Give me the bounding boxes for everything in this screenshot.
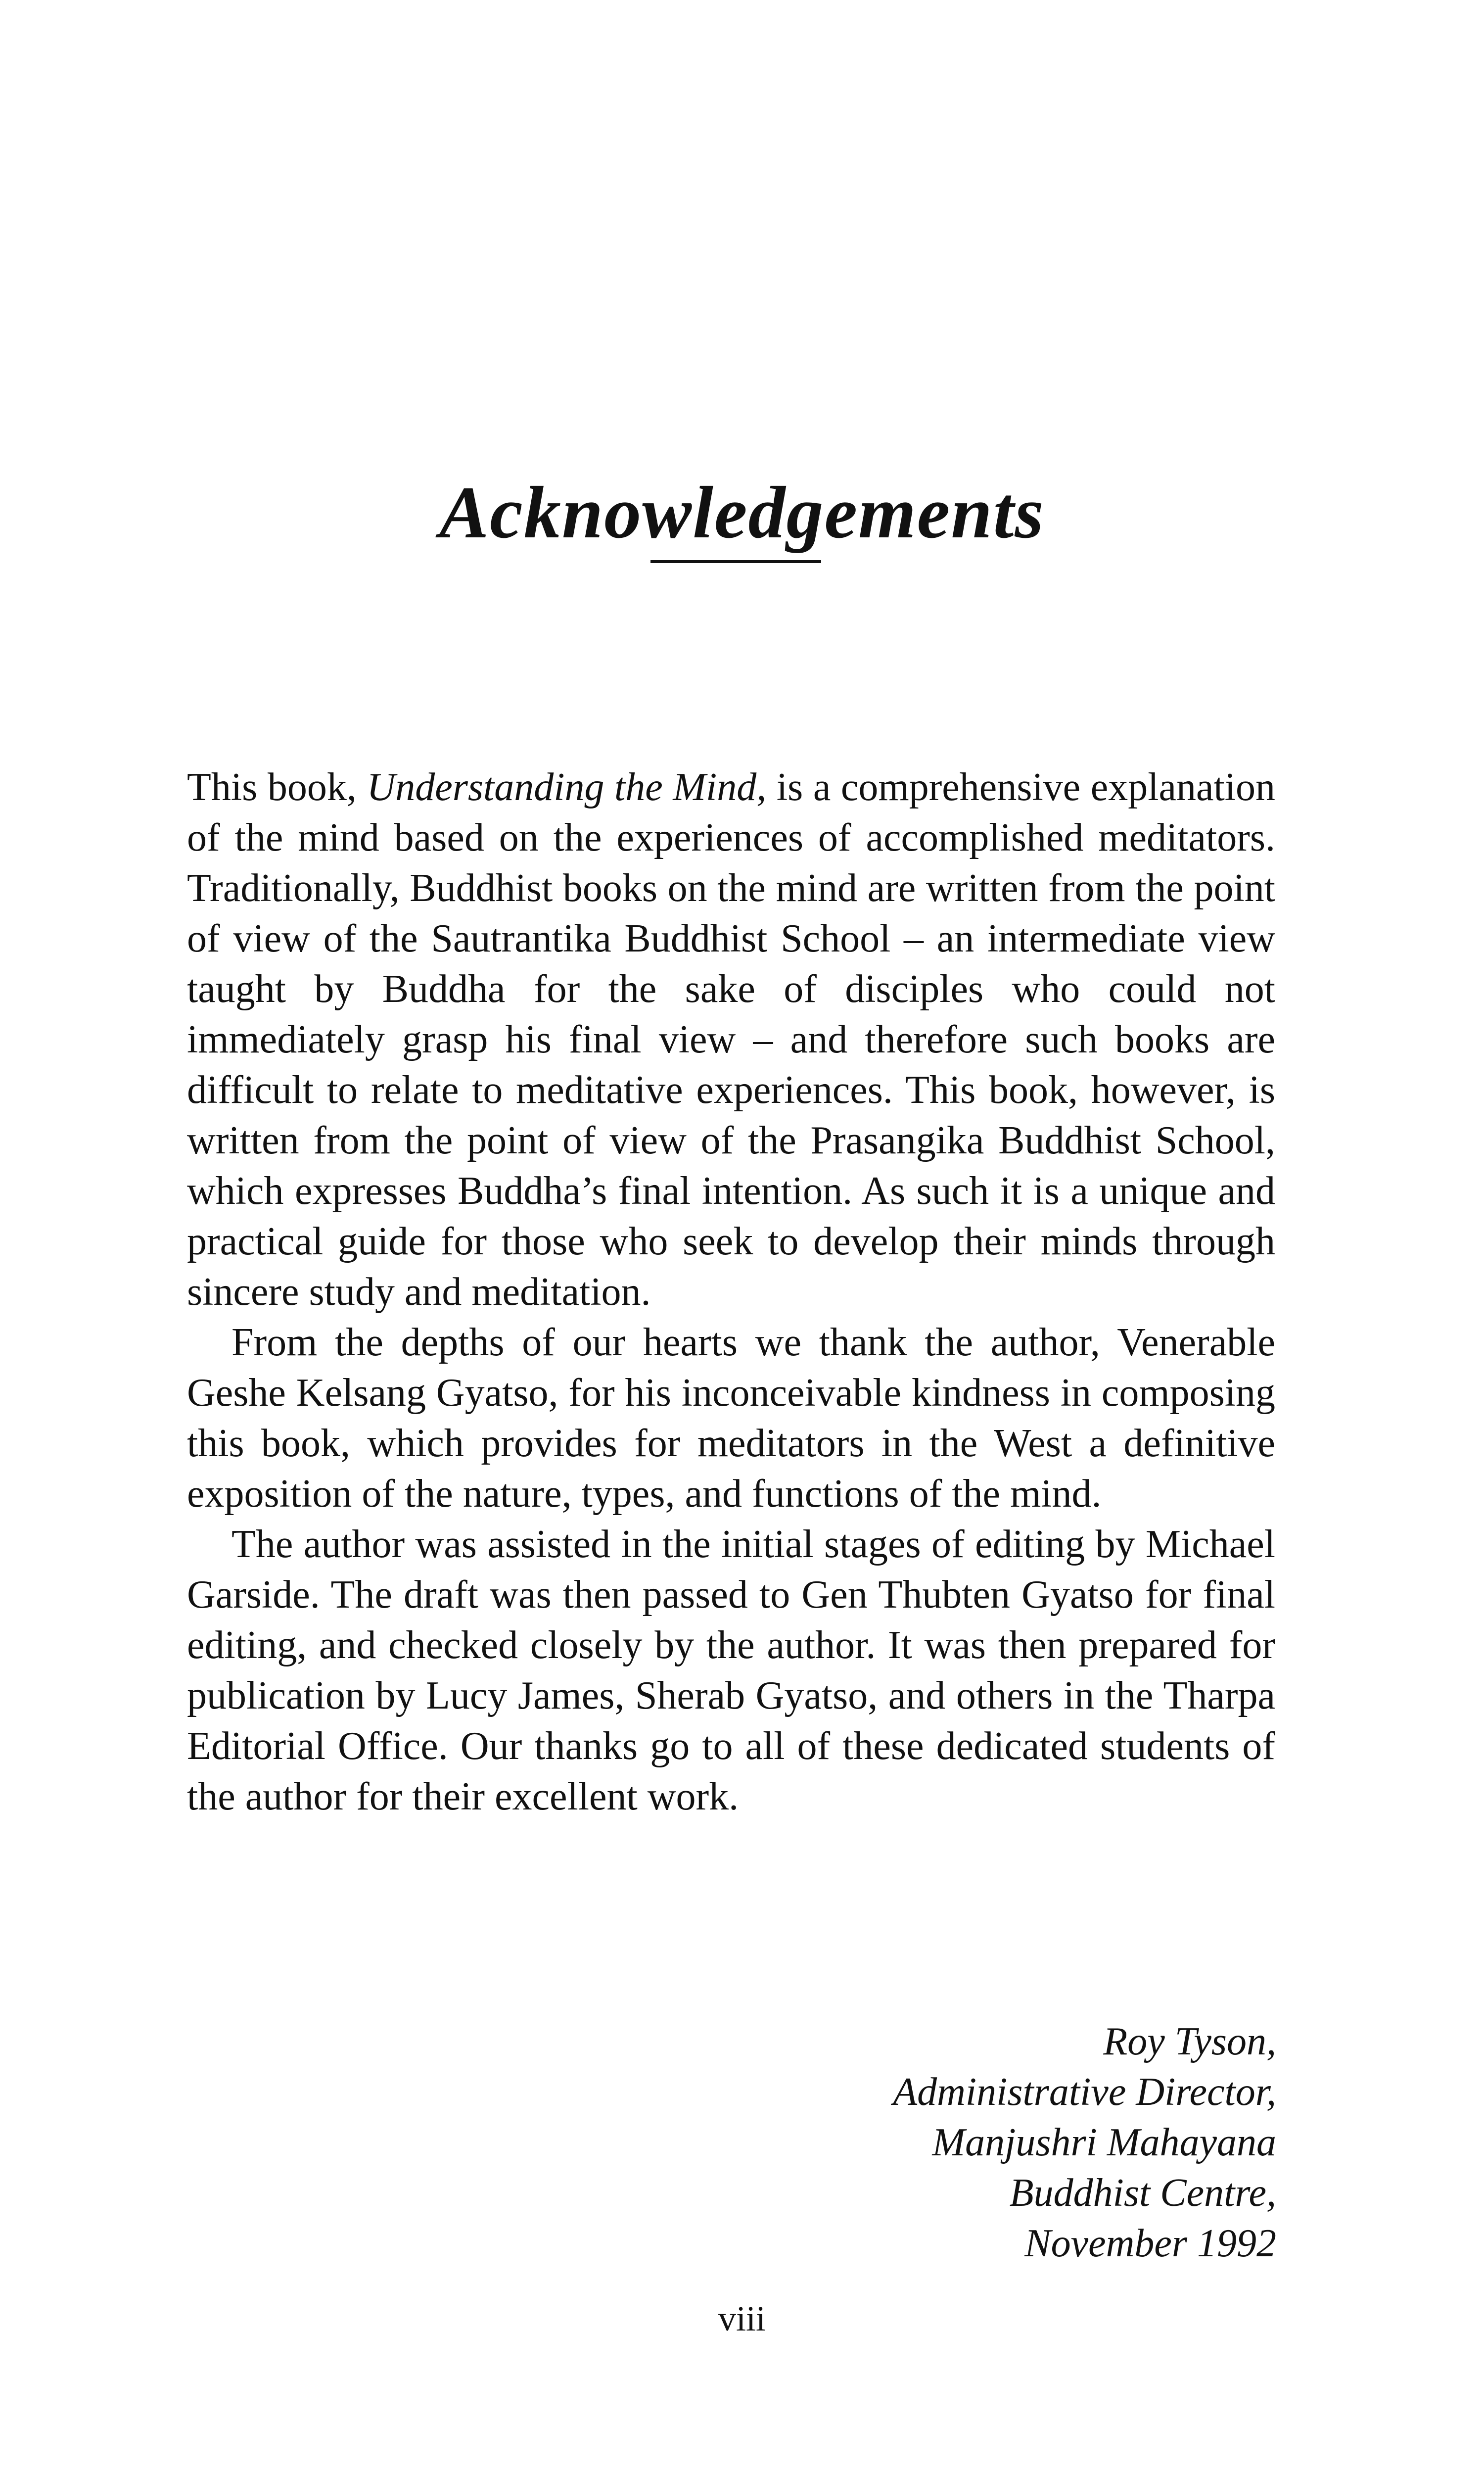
book-title-italic: Understanding the Mind,: [367, 765, 767, 809]
paragraph-2: From the depths of our hearts we thank the author, Venerable Geshe Kelsang Gyatso, for his inconceivable kindness in composing this book, which provides for meditators in the West a definitive exposition of the nature, types, and functions of the mind.: [187, 1321, 1275, 1516]
signature-role: Administrative Director,: [893, 2070, 1276, 2114]
paragraph-1-lead: This book,: [187, 765, 367, 809]
signature-name: Roy Tyson,: [1103, 2020, 1276, 2063]
body-text: [187, 762, 1275, 1822]
signature-organization-line-1: Manjushri Mahayana: [932, 2121, 1276, 2164]
signature-date: November 1992: [1024, 2222, 1276, 2265]
title-divider: [650, 560, 821, 563]
signature-organization-line-2: Buddhist Centre,: [1009, 2171, 1276, 2215]
paragraph-1-rest: is a comprehensive explanation of the mind based on the experiences of accomplished meditators. Traditionally, Buddhist books on the mind are written from the point of view of the Sautrantika Buddhist School – an intermediate view taught by Buddha for the sake of disciples who could not immediately grasp his final view – and therefore such books are difficult to relate to meditative experiences. This book, however, is written from the point of view of the Prasangika Buddhist School, which expresses Buddha’s final intention. As such it is a unique and practical guide for those who seek to develop their minds through sincere study and meditation.: [187, 765, 1275, 1314]
paragraph-3: The author was assisted in the initial stages of editing by Michael Garside. The draft was then passed to Gen Thubten Gyatso for final editing, and checked closely by the author. It was then prepared for publication by Lucy James, Sherab Gyatso, and others in the Tharpa Editorial Office. Our thanks go to all of these dedicated students of the author for their excellent work.: [187, 1522, 1275, 1818]
signature-block: [893, 2016, 1276, 2269]
page-title: Acknowledgements: [439, 471, 1045, 554]
page-number: viii: [718, 2299, 766, 2338]
paragraph-1: [187, 762, 1275, 1317]
